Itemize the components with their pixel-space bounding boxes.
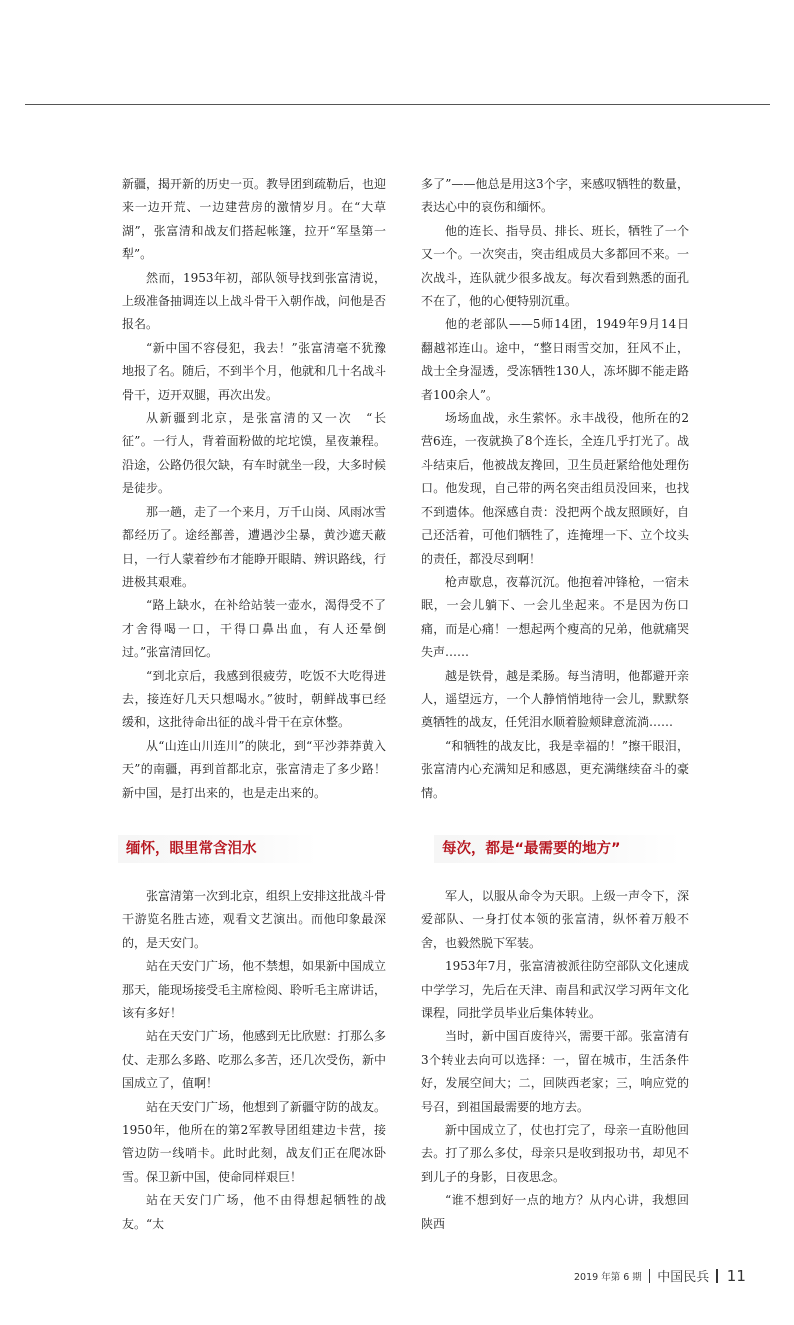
paragraph: 那一趟，走了一个来月，万千山岗、风雨冰雪都经历了。途经鄯善，遭遇沙尘暴，黄沙遮天蔽日，一行人蒙着纱布才能睁开眼睛、辨识路线，行进极其艰难。 bbox=[122, 504, 387, 589]
paragraph: 枪声歇息，夜幕沉沉。他抱着冲锋枪，一宿未眠，一会儿躺下、一会儿坐起来。不是因为伤口痛，而是心痛！一想起两个瘦高的兄弟，他就痛哭失声…… bbox=[421, 574, 689, 660]
paragraph: 1953年7月，张富清被派往防空部队文化速成中学学习，先后在天津、南昌和武汉学习两年文化课程，同批学员毕业后集体转业。 bbox=[421, 959, 689, 1020]
paragraph: 站在天安门广场，他不禁想，如果新中国成立那天，能现场接受毛主席检阅、聆听毛主席讲话，该有多好！ bbox=[122, 959, 387, 1020]
right-column bbox=[421, 173, 689, 1236]
paragraph: 张富清第一次到北京，组织上安排这批战斗骨干游览名胜古迹，观看文艺演出。而他印象最深的，是天安门。 bbox=[122, 888, 387, 950]
paragraph: 站在天安门广场，他想到了新疆守防的战友。1950年，他所在的第2军教导团组建边卡营，接管边防一线哨卡。此时此刻，战友们正在爬冰卧雪。保卫新中国，使命同样艰巨！ bbox=[122, 1099, 387, 1184]
paragraph: “新中国不容侵犯，我去！”张富清毫不犹豫地报了名。随后，不到半个月，他就和几十名战斗骨干，迈开双腿，再次出发。 bbox=[122, 340, 387, 402]
page-number: 11 bbox=[726, 1266, 746, 1285]
paragraph: 多了”——他总是用这3个字，来感叹牺牲的数量，表达心中的哀伤和缅怀。 bbox=[421, 177, 689, 215]
section-heading: 每次，都是“最需要的地方” bbox=[434, 835, 681, 863]
left-column bbox=[122, 173, 386, 1236]
divider bbox=[649, 1269, 651, 1283]
paragraph: 从“山连山川连川”的陕北，到“平沙莽莽黄入天”的南疆，再到首都北京，张富清走了多少路！新中国，是打出来的，也是走出来的。 bbox=[122, 738, 386, 800]
paragraph: 从新疆到北京，是张富清的又一次 “长征”。一行人，背着面粉做的坨坨馍，星夜兼程。沿途，公路仍很欠缺，有车时就坐一段，大多时候是徒步。 bbox=[122, 411, 387, 496]
paragraph: 他的连长、指导员、排长、班长，牺牲了一个又一个。一次突击，突击组成员大多都回不来。一次战斗，连队就少很多战友。每次看到熟悉的面孔不在了，他的心便特别沉重。 bbox=[421, 223, 689, 309]
paragraph: 站在天安门广场，他感到无比欣慰：打那么多仗、走那么多路、吃那么多苦，还几次受伤，新中国成立了，值啊！ bbox=[122, 1029, 387, 1091]
paragraph: “和牺牲的战友比，我是幸福的！”擦干眼泪，张富清内心充满知足和感恩，更充满继续奋斗的豪情。 bbox=[421, 738, 689, 800]
paragraph: 场场血战，永生萦怀。永丰战役，他所在的2营6连，一夜就换了8个连长，全连几乎打光了。战斗结束后，他被战友搀回，卫生员赶紧给他处理伤口。他发现，自己带的两名突击组员没回来，也找不到遗体。他深感自责：没把两个战友照顾好，自己还活着，可他们牺牲了，连掩埋一下、立个坟头的责任，都没尽到啊！ bbox=[421, 411, 689, 566]
paragraph: 然而，1953年初，部队领导找到张富清说，上级准备抽调连以上战斗骨干入朝作战，问他是否报名。 bbox=[122, 270, 387, 332]
paragraph: “路上缺水，在补给站装一壶水，渴得受不了才舍得喝一口，干得口鼻出血，有人还晕倒过。”张富清回忆。 bbox=[122, 598, 386, 660]
paragraph: 军人，以服从命令为天职。上级一声令下，深爱部队、一身打仗本领的张富清，纵怀着万般不舍，也毅然脱下军装。 bbox=[421, 888, 689, 950]
paragraph: 越是铁骨，越是柔肠。每当清明，他都避开亲人，遥望远方，一个人静悄悄地待一会儿，默默祭奠牺牲的战友，任凭泪水顺着脸颊肆意流淌…… bbox=[421, 668, 689, 730]
paragraph: “到北京后，我感到很疲劳，吃饭不大吃得进去，接连好几天只想喝水。”彼时，朝鲜战事已经缓和，这批待命出征的战斗骨干在京休整。 bbox=[122, 668, 386, 730]
paragraph: 站在天安门广场，他不由得想起牺牲的战友。“太 bbox=[122, 1193, 386, 1231]
paragraph: 新中国成立了，仗也打完了，母亲一直盼他回去。打了那么多仗，母亲只是收到报功书，却见不到儿子的身影，日夜思念。 bbox=[421, 1123, 689, 1184]
paragraph: 他的老部队——5师14团，1949年9月14日翻越祁连山。途中，“整日雨雪交加，狂风不止，战士全身湿透，受冻牺牲130人，冻坏脚不能走路者100余人”。 bbox=[421, 317, 689, 402]
section-heading: 缅怀，眼里常含泪水 bbox=[118, 835, 317, 863]
divider bbox=[716, 1269, 718, 1283]
page-footer bbox=[574, 1266, 794, 1285]
issue-label: 2019 年第 6 期 bbox=[574, 1271, 642, 1283]
magazine-name: 中国民兵 bbox=[657, 1270, 710, 1286]
paragraph: “谁不想到好一点的地方？从内心讲，我想回陕西 bbox=[421, 1193, 689, 1231]
paragraph: 当时，新中国百废待兴，需要干部。张富清有3个转业去向可以选择：一，留在城市，生活条件好，发展空间大；二，回陕西老家；三，响应党的号召，到祖国最需要的地方去。 bbox=[421, 1029, 689, 1114]
paragraph: 新疆，揭开新的历史一页。教导团到疏勒后，也迎来一边开荒、一边建营房的激情岁月。在“大草湖”，张富清和战友们搭起帐篷，拉开“军垦第一犁”。 bbox=[122, 177, 387, 262]
